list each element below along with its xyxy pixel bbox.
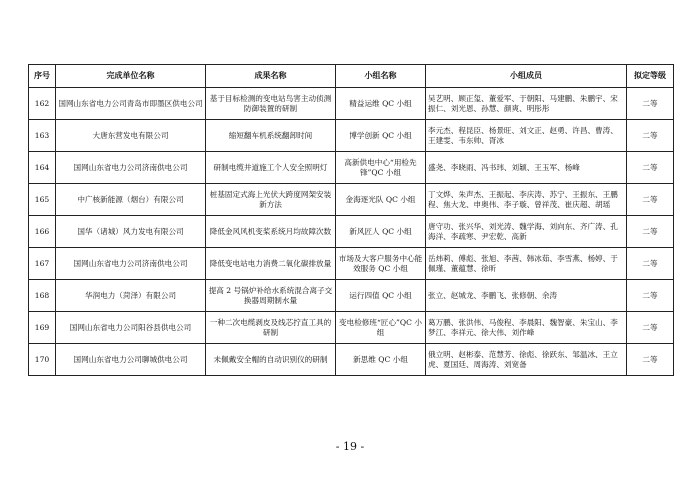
cell-members: 张立、赵城龙、李鹏飞、张修朝、余涛 — [426, 280, 627, 312]
cell-team: 新思维 QC 小组 — [336, 344, 426, 376]
table-row — [29, 344, 674, 376]
cell-grade: 二等 — [627, 248, 674, 280]
cell-result: 未佩戴安全帽的自动识别仪的研制 — [206, 344, 336, 376]
cell-members: 丁文烨、朱声杰、王振起、李庆涛、苏宁、王振东、王鹏程、焦大龙、申奥伟、李子璇、曾祥茂、崔庆超、胡瑶 — [426, 184, 627, 216]
cell-result: 缩短翻车机系统翻卸时间 — [206, 120, 336, 152]
header-unit: 完成单位名称 — [56, 65, 206, 88]
cell-members: 李元杰、程昆臣、杨景旺、刘文正、赵勇、许昌、曹涛、王建雯、韦东帅、胥冰 — [426, 120, 627, 152]
cell-grade: 二等 — [627, 216, 674, 248]
cell-unit: 中广核新能源（烟台）有限公司 — [56, 184, 206, 216]
table-row — [29, 312, 674, 344]
header-team: 小组名称 — [336, 65, 426, 88]
cell-no: 166 — [29, 216, 56, 248]
table-row — [29, 88, 674, 120]
cell-no: 170 — [29, 344, 56, 376]
cell-result: 基于目标检测的变电站鸟害主动侦测防御装置的研制 — [206, 88, 336, 120]
cell-no: 164 — [29, 152, 56, 184]
cell-no: 162 — [29, 88, 56, 120]
page-number: - 19 - — [335, 440, 365, 453]
cell-unit: 国网山东省电力公司济南供电公司 — [56, 152, 206, 184]
cell-no: 168 — [29, 280, 56, 312]
cell-team: 精益运维 QC 小组 — [336, 88, 426, 120]
header-result: 成果名称 — [206, 65, 336, 88]
cell-team: 高新供电中心“用检先锋”QC 小组 — [336, 152, 426, 184]
cell-result: 降低变电站电力消费二氧化碳排放量 — [206, 248, 336, 280]
cell-grade: 二等 — [627, 184, 674, 216]
cell-grade: 二等 — [627, 88, 674, 120]
cell-unit: 国网山东省电力公司聊城供电公司 — [56, 344, 206, 376]
cell-members: 俄立明、赵彬泰、范慧芳、徐彪、徐跃东、邹温冰、王立虎、夏国廷、周海涛、刘宽备 — [426, 344, 627, 376]
cell-no: 167 — [29, 248, 56, 280]
cell-result: 提高 2 号锅炉补给水系统混合离子交换器周期制水量 — [206, 280, 336, 312]
cell-team: 博学创新 QC 小组 — [336, 120, 426, 152]
cell-unit: 大唐东营发电有限公司 — [56, 120, 206, 152]
table-row — [29, 120, 674, 152]
cell-no: 169 — [29, 312, 56, 344]
table-row — [29, 216, 674, 248]
cell-unit: 国网山东省电力公司济南供电公司 — [56, 248, 206, 280]
cell-result: 研制电缆井道施工个人安全照明灯 — [206, 152, 336, 184]
cell-team: 金海逐光队 QC 小组 — [336, 184, 426, 216]
table-row — [29, 184, 674, 216]
cell-members: 盛尧、李晓雨、冯书玮、刘颖、王玉军、杨峰 — [426, 152, 627, 184]
header-grade: 拟定等级 — [627, 65, 674, 88]
header-no: 序号 — [29, 65, 56, 88]
table-row — [29, 280, 674, 312]
cell-unit: 国网山东省电力公司青岛市即墨区供电公司 — [56, 88, 206, 120]
cell-result: 一种二次电缆剥皮及线芯拧直工具的研制 — [206, 312, 336, 344]
cell-grade: 二等 — [627, 280, 674, 312]
cell-members: 吴艺明、顾正玺、董爱军、于朝阳、马建鹏、朱鹏宇、宋振仁、刘光恩、孙慧、颜爽、明彤彤 — [426, 88, 627, 120]
cell-team: 运行四值 QC 小组 — [336, 280, 426, 312]
cell-members: 岳炜莉、傅彪、张旭、李茜、韩冰茹、李雪燕、杨婷、于佩瑾、董蕴慧、徐昕 — [426, 248, 627, 280]
cell-members: 唐守功、张兴华、刘光涛、魏学海、刘向东、齐广涛、孔海洋、李疏寒、尹宏乾、高新 — [426, 216, 627, 248]
cell-no: 165 — [29, 184, 56, 216]
cell-team: 新风匠人 QC 小组 — [336, 216, 426, 248]
cell-members: 葛万鹏、张洪伟、马俊程、李晨阳、魏智豪、朱宝山、李梦江、李祥元、徐大伟、刘作峰 — [426, 312, 627, 344]
header-members: 小组成员 — [426, 65, 627, 88]
cell-unit: 华润电力（菏泽）有限公司 — [56, 280, 206, 312]
cell-grade: 二等 — [627, 120, 674, 152]
cell-unit: 国华（诸城）风力发电有限公司 — [56, 216, 206, 248]
cell-result: 桩基固定式海上光伏大跨度网架安装新方法 — [206, 184, 336, 216]
cell-result: 降低金风风机变桨系统月均故障次数 — [206, 216, 336, 248]
cell-team: 市场及大客户服务中心能效服务 QC 小组 — [336, 248, 426, 280]
table-row — [29, 152, 674, 184]
cell-grade: 二等 — [627, 312, 674, 344]
cell-grade: 二等 — [627, 152, 674, 184]
table-header-row — [29, 65, 674, 88]
cell-grade: 二等 — [627, 344, 674, 376]
cell-no: 163 — [29, 120, 56, 152]
table-row — [29, 248, 674, 280]
cell-unit: 国网山东省电力公司阳谷县供电公司 — [56, 312, 206, 344]
cell-team: 变电检修班“匠心”QC 小组 — [336, 312, 426, 344]
awards-table — [28, 64, 674, 376]
